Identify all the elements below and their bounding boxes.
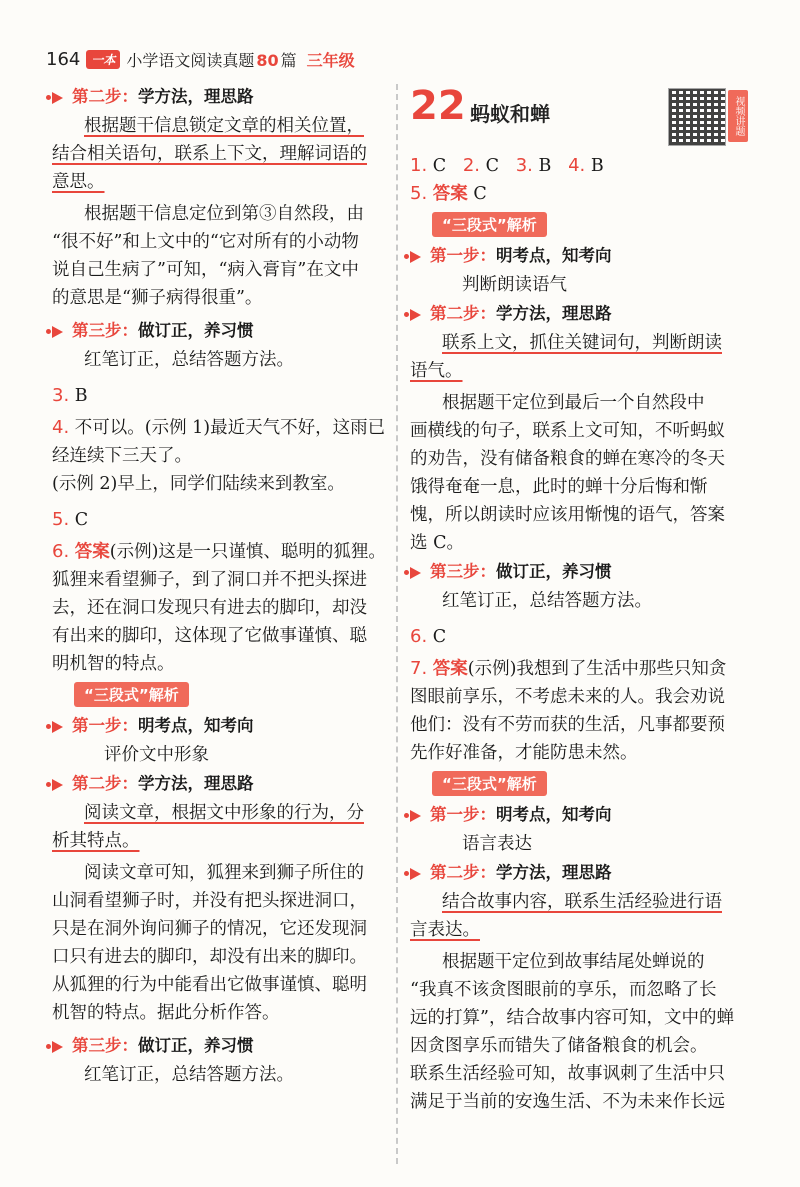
step-marker-icon <box>410 251 421 263</box>
step-marker-icon <box>52 721 63 733</box>
step-two: 第二步：学方法，理思路 <box>52 82 386 112</box>
left-column <box>52 82 386 1089</box>
analysis-badge: “三段式”解析 <box>432 212 547 237</box>
lesson-number: 22 <box>410 83 466 129</box>
paragraph-line: 图眼前享乐，不考虑未来的人。我会劝说 <box>410 687 725 707</box>
page-header <box>46 44 355 74</box>
paragraph-line: 联系上文，抓住关键词句，判断朗读 <box>442 333 722 353</box>
paragraph-line: 结合相关语句，联系上下文，理解词语的 <box>52 144 367 164</box>
column-divider <box>396 84 398 1164</box>
paragraph-line: 说自己生病了”可知，“病入膏肓”在文中 <box>52 260 359 280</box>
analysis-badge: “三段式”解析 <box>432 771 547 796</box>
answer-6: 6. 答案(示例)这是一只谨慎、聪明的狐狸。 <box>52 541 386 562</box>
step-one: 第一步：明考点，知考向 <box>410 241 750 271</box>
paragraph-line: (示例 2)早上，同学们陆续来到教室。 <box>52 474 345 494</box>
video-explain-tag[interactable]: 视频讲题 <box>728 90 748 142</box>
paragraph-line: 经连续下三天了。 <box>52 446 192 466</box>
paragraph-line: 远的打算”，结合故事内容可知，文中的蝉 <box>410 1008 734 1028</box>
step-marker-icon <box>410 810 421 822</box>
paragraph-line: 选 C。 <box>410 533 464 553</box>
step-two: 第二步：学方法，理思路 <box>410 858 750 888</box>
paragraph-line: 山洞看望狮子时，并没有把头探进洞口， <box>52 891 367 911</box>
paragraph-line: 红笔订正，总结答题方法。 <box>84 1065 294 1085</box>
paragraph-line: 去，还在洞口发现只有进去的脚印，却没 <box>52 598 367 618</box>
answer-3: 3. B <box>52 385 88 406</box>
paragraph-line: 机智的特点。据此分析作答。 <box>52 1003 280 1023</box>
answer-5: 5. 答案 C <box>410 183 487 204</box>
paragraph-line: 阅读文章可知，狐狸来到狮子所住的 <box>84 863 364 883</box>
paragraph-line: 先作好准备，才能防患未然。 <box>410 743 638 763</box>
paragraph-line: 口只有进去的脚印，却没有出来的脚印。 <box>52 947 367 967</box>
paragraph-line: 根据题干信息锁定文章的相关位置， <box>84 116 364 136</box>
paragraph-line: 意思。 <box>52 172 105 192</box>
answer-5: 5. C <box>52 509 89 530</box>
paragraph-line: 评价文中形象 <box>104 745 209 765</box>
step-one: 第一步：明考点，知考向 <box>410 800 750 830</box>
brand-logo: 一本 <box>86 50 120 69</box>
paragraph-line: “我真不该贪图眼前的享乐，而忽略了长 <box>410 980 717 1000</box>
paragraph-line: 的意思是“狮子病得很重”。 <box>52 288 263 308</box>
step-two: 第二步：学方法，理思路 <box>410 299 750 329</box>
step-marker-icon <box>410 309 421 321</box>
paragraph-line: 言表达。 <box>410 920 480 940</box>
paragraph-line: 根据题干定位到最后一个自然段中 <box>442 393 705 413</box>
paragraph-line: 根据题干信息定位到第③自然段，由 <box>84 204 364 224</box>
paragraph-line: 判断朗读语气 <box>462 275 567 295</box>
step-marker-icon <box>410 567 421 579</box>
step-marker-icon <box>52 779 63 791</box>
step-three: 第三步：做订正，养习惯 <box>410 557 750 587</box>
paragraph-line: 语气。 <box>410 361 463 381</box>
paragraph-line: 析其特点。 <box>52 831 140 851</box>
paragraph-line: 他们：没有不劳而获的生活，凡事都要预 <box>410 715 725 735</box>
answer-6: 6. C <box>410 626 447 647</box>
paragraph-line: 有出来的脚印，这体现了它做事谨慎、聪 <box>52 626 367 646</box>
paragraph-line: 联系生活经验可知，故事讽刺了生活中只 <box>410 1064 725 1084</box>
answer-7: 7. 答案(示例)我想到了生活中那些只知贪 <box>410 658 727 679</box>
paragraph-line: 因贪图享乐而错失了储备粮食的机会。 <box>410 1036 708 1056</box>
paragraph-line: “很不好”和上文中的“它对所有的小动物 <box>52 232 359 252</box>
paragraph-line: 阅读文章，根据文中形象的行为，分 <box>84 803 364 823</box>
step-marker-icon <box>52 1041 63 1053</box>
paragraph-line: 明机智的特点。 <box>52 654 175 674</box>
grade-label: 三年级 <box>306 50 355 70</box>
paragraph-line: 饿得奄奄一息，此时的蝉十分后悔和惭 <box>410 477 708 497</box>
step-marker-icon <box>52 92 63 104</box>
paragraph-line: 狐狸来看望狮子，到了洞口并不把头探进 <box>52 570 367 590</box>
paragraph-line: 满足于当前的安逸生活、不为未来作长远 <box>410 1092 725 1112</box>
lesson-title: 蚂蚁和蝉 <box>470 102 550 126</box>
analysis-badge: “三段式”解析 <box>74 682 189 707</box>
paragraph-line: 愧，所以朗读时应该用惭愧的语气，答案 <box>410 505 725 525</box>
qr-code-icon[interactable] <box>668 88 726 146</box>
step-marker-icon <box>52 326 63 338</box>
step-one: 第一步：明考点，知考向 <box>52 711 386 741</box>
paragraph-line: 的劝告，没有储备粮食的蝉在寒冷的冬天 <box>410 449 725 469</box>
answers-1-4: 1. C 2. C 3. B 4. B <box>410 155 604 176</box>
answer-4: 4. 不可以。(示例 1)最近天气不好，这雨已 <box>52 417 386 438</box>
paragraph-line: 从狐狸的行为中能看出它做事谨慎、聪明 <box>52 975 367 995</box>
paragraph-line: 只是在洞外询问狮子的情况，它还发现洞 <box>52 919 367 939</box>
step-marker-icon <box>410 868 421 880</box>
paragraph-line: 语言表达 <box>462 834 532 854</box>
book-title: 小学语文阅读真题 80 篇 <box>126 50 297 70</box>
step-two: 第二步：学方法，理思路 <box>52 769 386 799</box>
paragraph-line: 红笔订正，总结答题方法。 <box>84 350 294 370</box>
lesson-heading <box>410 82 750 144</box>
right-column <box>410 82 750 1116</box>
paragraph-line: 结合故事内容，联系生活经验进行语 <box>442 892 722 912</box>
paragraph-line: 红笔订正，总结答题方法。 <box>442 591 652 611</box>
step-three: 第三步：做订正，养习惯 <box>52 316 386 346</box>
step-three: 第三步：做订正，养习惯 <box>52 1031 386 1061</box>
page-number: 164 <box>46 48 81 70</box>
paragraph-line: 画横线的句子，联系上文可知，不听蚂蚁 <box>410 421 725 441</box>
paragraph-line: 根据题干定位到故事结尾处蝉说的 <box>442 952 705 972</box>
